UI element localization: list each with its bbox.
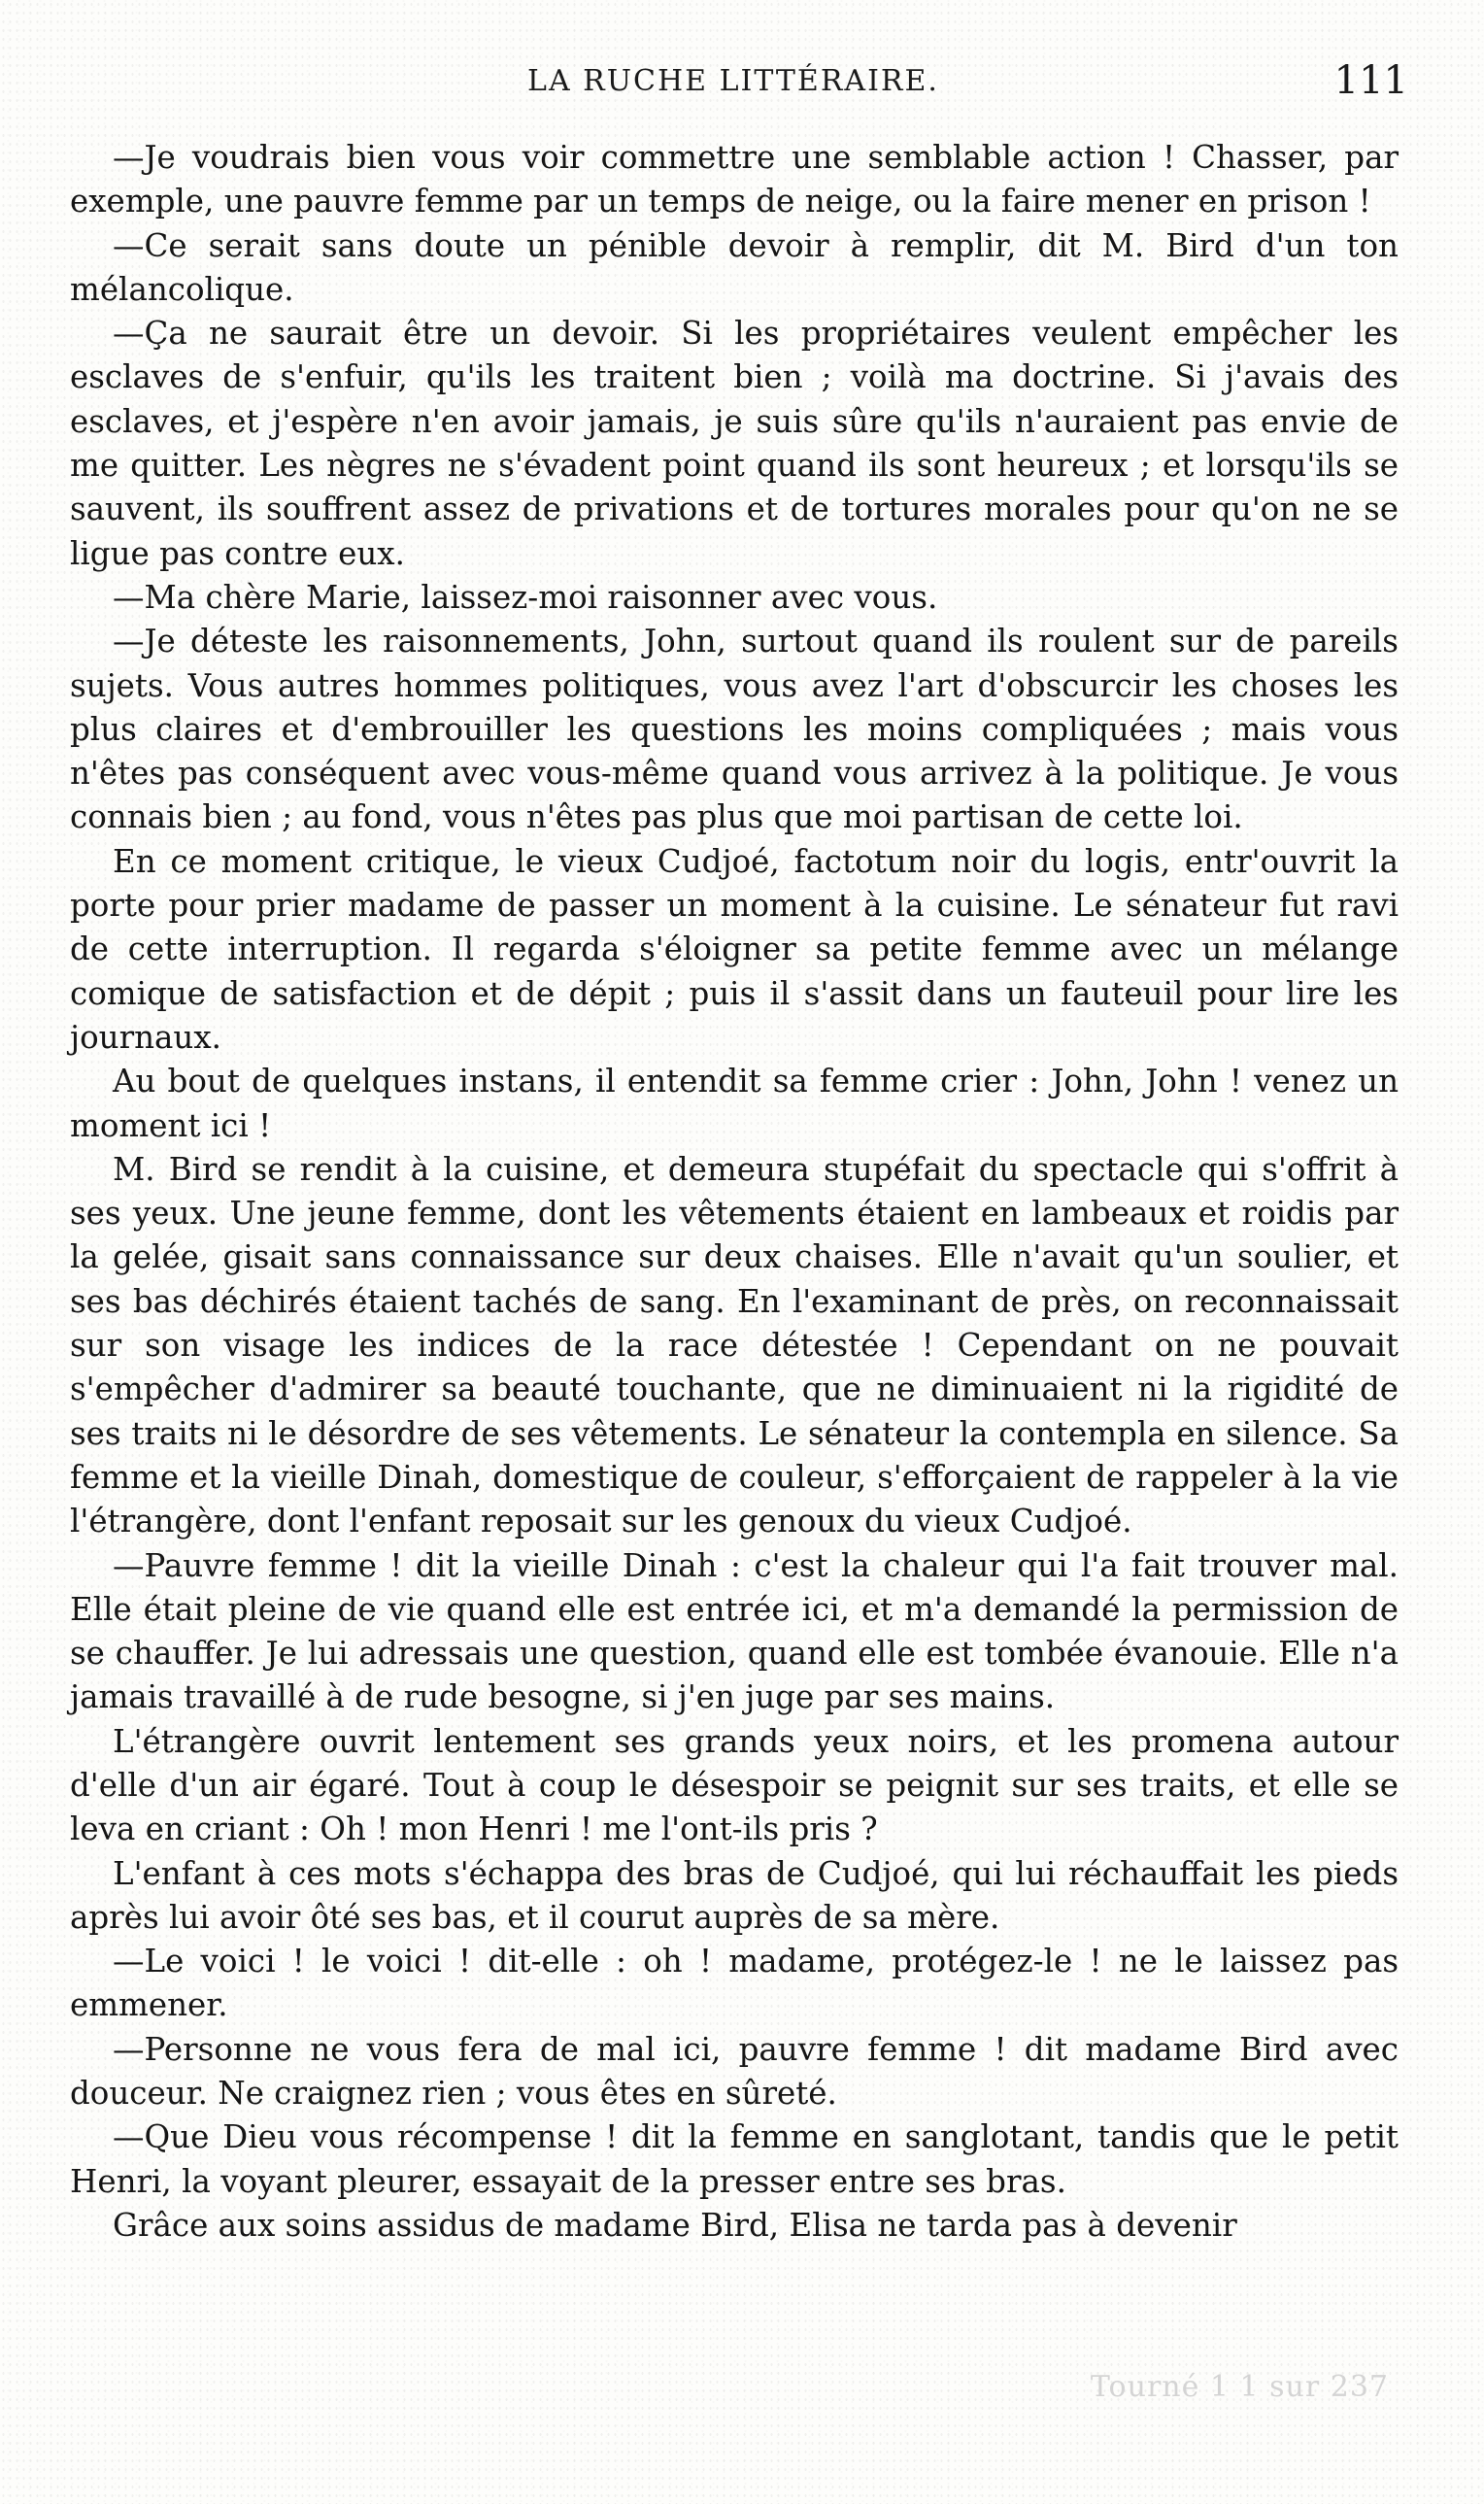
paragraph: —Personne ne vous fera de mal ici, pauvre femme ! dit madame Bird avec douceur. Ne craignez rien ; vous êtes en sûreté. bbox=[70, 2030, 1399, 2113]
paragraph: L'étrangère ouvrit lentement ses grands yeux noirs, et les promena autour d'elle d'un air égaré. Tout à coup le désespoir se peignit sur ses traits, et elle se leva en criant : Oh ! mon Henri ! me l'ont-ils pris ? bbox=[70, 1722, 1399, 1848]
paragraph: —Je déteste les raisonnements, John, surtout quand ils roulent sur de pareils sujets. Vous autres hommes politiques, vous avez l'art d'obscurcir les choses les plus claires et d'embrouiller les questions les moins compliquées ; mais vous n'êtes pas conséquent avec vous-même quand vous arrivez à la politique. Je vous connais bien ; au fond, vous n'êtes pas plus que moi partisan de cette loi. bbox=[70, 623, 1399, 836]
text-body bbox=[70, 136, 1399, 2248]
paragraph: —Le voici ! le voici ! dit-elle : oh ! madame, protégez-le ! ne le laissez pas emmener. bbox=[70, 1943, 1399, 2024]
paragraph: —Ça ne saurait être un devoir. Si les propriétaires veulent empêcher les esclaves de s'enfuir, qu'ils les traitent bien ; voilà ma doctrine. Si j'avais des esclaves, et j'espère n'en avoir jamais, je suis sûre qu'ils n'auraient pas envie de me quitter. Les nègres ne s'évadent point quand ils sont heureux ; et lorsqu'ils se sauvent, ils souffrent assez de privations et de tortures morales pour qu'on ne se ligue pas contre eux. bbox=[70, 315, 1399, 572]
library-stamp: Tourné 1 1 sur 237 bbox=[1090, 2370, 1389, 2404]
paragraph: —Que Dieu vous récompense ! dit la femme en sanglotant, tandis que le petit Henri, la voyant pleurer, essayait de la presser entre ses bras. bbox=[70, 2118, 1399, 2200]
running-title: LA RUCHE LITTÉRAIRE. bbox=[527, 64, 939, 98]
paragraph: —Pauvre femme ! dit la vieille Dinah : c'est la chaleur qui l'a fait trouver mal. Elle était pleine de vie quand elle est entrée ici, et m'a demandé la permission de se chauffer. Je lui adressais une question, quand elle est tombée évanouie. Elle n'a jamais travaillé à de rude besogne, si j'en juge par ses mains. bbox=[70, 1546, 1399, 1716]
paragraph: En ce moment critique, le vieux Cudjoé, factotum noir du logis, entr'ouvrit la porte pour prier madame de passer un moment à la cuisine. Le sénateur fut ravi de cette interruption. Il regarda s'éloigner sa petite femme avec un mélange comique de satisfaction et de dépit ; puis il s'assit dans un fauteuil pour lire les journaux. bbox=[70, 842, 1399, 1056]
page-header bbox=[58, 58, 1408, 115]
paragraph: Grâce aux soins assidus de madame Bird, Elisa ne tarda pas à devenir bbox=[113, 2206, 1237, 2244]
page-number: 111 bbox=[1333, 58, 1408, 103]
paragraph: L'enfant à ces mots s'échappa des bras de Cudjoé, qui lui réchauffait les pieds après lui avoir ôté ses bas, et il courut auprès de sa mère. bbox=[70, 1854, 1399, 1936]
paragraph: Au bout de quelques instans, il entendit sa femme crier : John, John ! venez un moment ici ! bbox=[70, 1063, 1399, 1144]
paragraph: —Ce serait sans doute un pénible devoir à remplir, dit M. Bird d'un ton mélancolique. bbox=[70, 226, 1399, 308]
paragraph: —Ma chère Marie, laissez-moi raisonner avec vous. bbox=[113, 578, 938, 616]
paragraph: M. Bird se rendit à la cuisine, et demeura stupéfait du spectacle qui s'offrit à ses yeux. Une jeune femme, dont les vêtements étaient en lambeaux et roidis par la gelée, gisait sans connaissance sur deux chaises. Elle n'avait qu'un soulier, et ses bas déchirés étaient tachés de sang. En l'examinant de près, on reconnaissait sur son visage les indices de la race détestée ! Cependant on ne pouvait s'empêcher d'admirer sa beauté touchante, que ne diminuaient ni la rigidité de ses traits ni le désordre de ses vêtements. Le sénateur la contempla en silence. Sa femme et la vieille Dinah, domestique de couleur, s'efforçaient de rappeler à la vie l'étrangère, dont l'enfant reposait sur les genoux du vieux Cudjoé. bbox=[70, 1150, 1399, 1540]
paragraph: —Je voudrais bien vous voir commettre une semblable action ! Chasser, par exemple, une pauvre femme par un temps de neige, ou la faire mener en prison ! bbox=[70, 139, 1399, 220]
